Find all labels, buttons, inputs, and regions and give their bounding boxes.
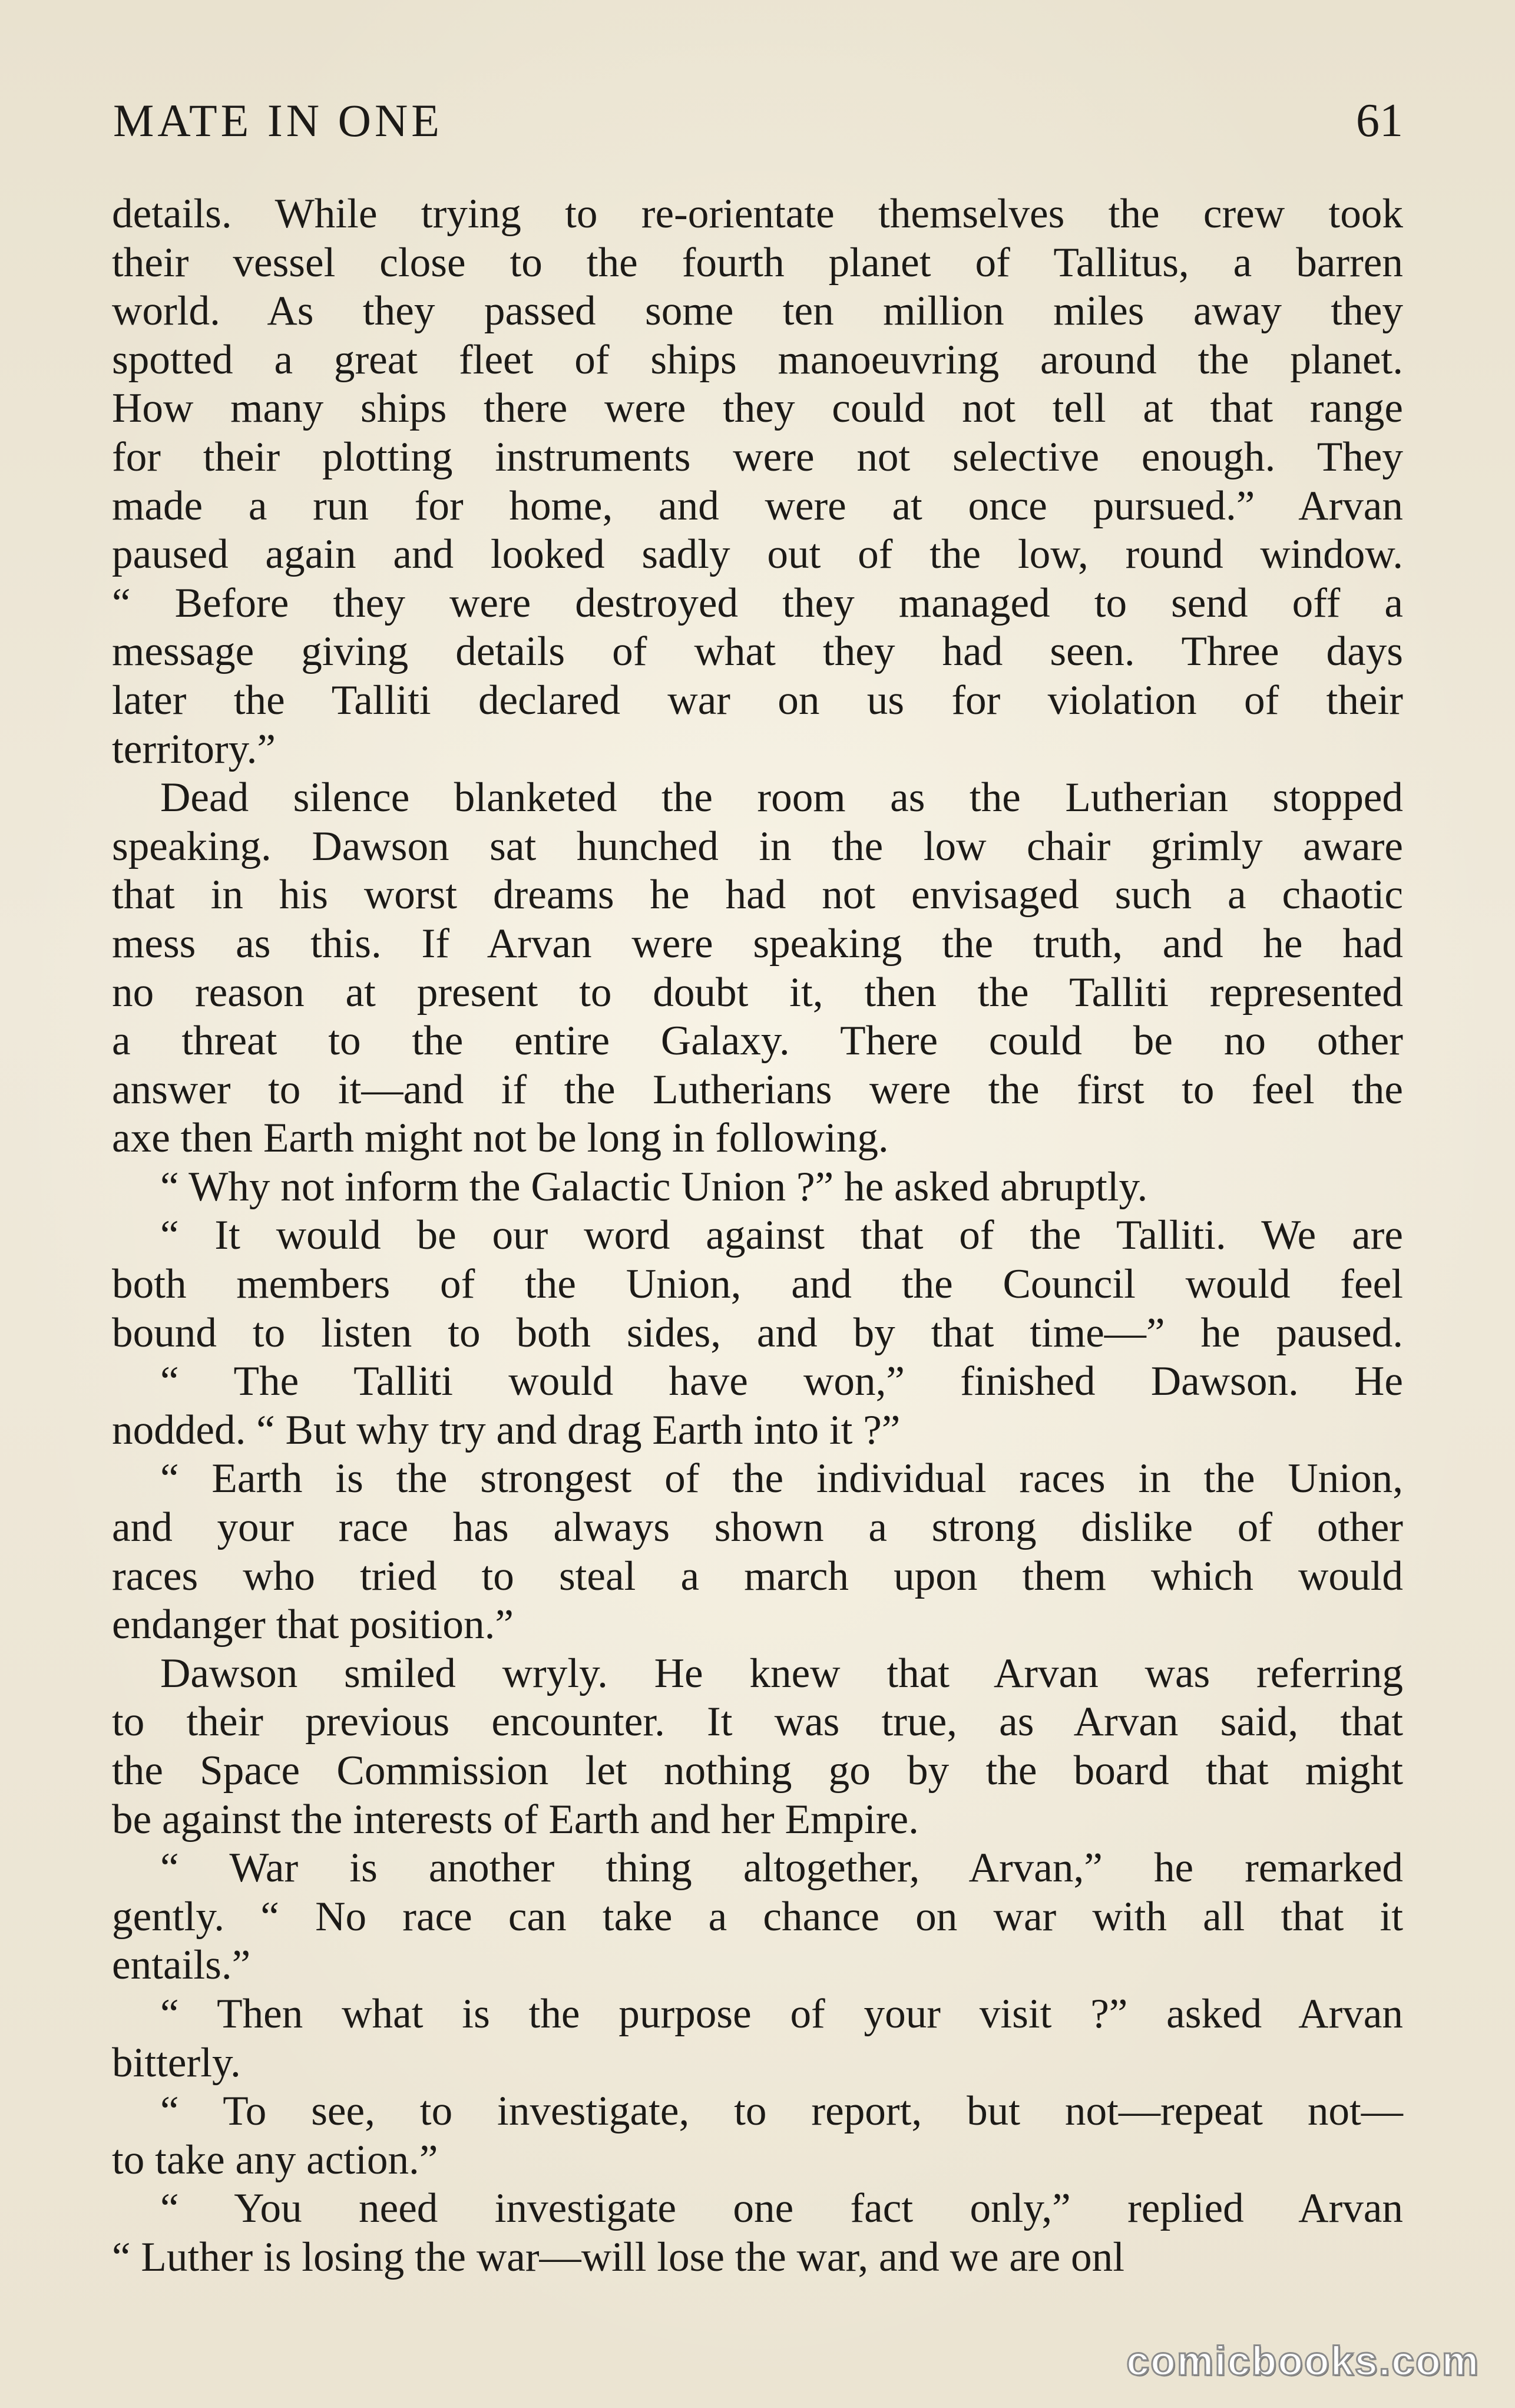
text-line: for their plotting instruments were not selective enough. They xyxy=(112,434,1403,480)
text-line: “ You need investigate one fact only,” replied Arvan xyxy=(160,2185,1403,2232)
text-line: be against the interests of Earth and her Empire. xyxy=(112,1796,919,1843)
text-line: a threat to the entire Galaxy. There could be no other xyxy=(112,1018,1403,1064)
text-line: territory.” xyxy=(112,726,276,772)
text-line: message giving details of what they had seen. Three days xyxy=(112,629,1403,675)
page-number: 61 xyxy=(1356,95,1403,147)
text-line: made a run for home, and were at once pursued.” Arvan xyxy=(112,482,1403,529)
text-line: gently. “ No race can take a chance on war with all that it xyxy=(112,1893,1403,1940)
text-line: and your race has always shown a strong dislike of other xyxy=(112,1504,1403,1551)
text-line: details. While trying to re-orientate themselves the crew took xyxy=(112,191,1403,237)
text-line: spotted a great fleet of ships manoeuvring around the planet. xyxy=(112,336,1403,383)
text-line: speaking. Dawson sat hunched in the low chair grimly aware xyxy=(112,823,1403,869)
text-line: “ Why not inform the Galactic Union ?” he asked abruptly. xyxy=(160,1163,1148,1210)
text-line: their vessel close to the fourth planet of Tallitus, a barren xyxy=(112,239,1403,286)
text-line: “ Luther is losing the war—will lose the war, and we are onl xyxy=(112,2234,1124,2280)
watermark: comicbooks.com xyxy=(1126,2338,1480,2384)
text-line: to take any action.” xyxy=(112,2136,438,2183)
running-header xyxy=(113,88,1403,153)
body-text xyxy=(112,190,1403,2282)
text-line: How many ships there were they could not tell at that range xyxy=(112,385,1403,432)
text-line: axe then Earth might not be long in following. xyxy=(112,1115,889,1162)
text-line: entails.” xyxy=(112,1942,251,1989)
text-line: “ Before they were destroyed they managed to send off a xyxy=(112,580,1403,626)
text-line: mess as this. If Arvan were speaking the truth, and he had xyxy=(112,920,1403,967)
text-line: “ To see, to investigate, to report, but not—repeat not— xyxy=(160,2088,1403,2135)
text-line: the Space Commission let nothing go by the board that might xyxy=(112,1748,1403,1794)
text-line: Dead silence blanketed the room as the Lutherian stopped xyxy=(160,775,1403,821)
text-line: “ Earth is the strongest of the individual races in the Union, xyxy=(160,1456,1403,1502)
text-line: “ War is another thing altogether, Arvan,” he remarked xyxy=(160,1845,1403,1891)
text-line: endanger that position.” xyxy=(112,1602,514,1648)
text-line: Dawson smiled wryly. He knew that Arvan was referring xyxy=(160,1650,1403,1696)
text-line: world. As they passed some ten million miles away they xyxy=(112,288,1403,335)
text-line: nodded. “ But why try and drag Earth into it ?” xyxy=(112,1407,901,1453)
text-line: both members of the Union, and the Council would feel xyxy=(112,1261,1403,1308)
running-title: MATE IN ONE xyxy=(113,95,443,146)
text-line: to their previous encounter. It was true, as Arvan said, that xyxy=(112,1699,1403,1745)
text-line: paused again and looked sadly out of the low, round window. xyxy=(112,531,1403,578)
text-line: bound to listen to both sides, and by that time—” he paused. xyxy=(112,1309,1403,1356)
text-line: “ The Talliti would have won,” finished Dawson. He xyxy=(160,1358,1403,1405)
text-line: answer to it—and if the Lutherians were the first to feel the xyxy=(112,1066,1403,1113)
text-line: “ It would be our word against that of the Talliti. We are xyxy=(160,1212,1403,1259)
text-line: no reason at present to doubt it, then the Talliti represented xyxy=(112,969,1403,1016)
text-line: races who tried to steal a march upon them which would xyxy=(112,1553,1403,1599)
text-line: bitterly. xyxy=(112,2039,241,2086)
text-line: “ Then what is the purpose of your visit ?” asked Arvan xyxy=(160,1990,1403,2037)
text-line: that in his worst dreams he had not envisaged such a chaotic xyxy=(112,872,1403,918)
text-line: later the Talliti declared war on us for violation of their xyxy=(112,677,1403,723)
